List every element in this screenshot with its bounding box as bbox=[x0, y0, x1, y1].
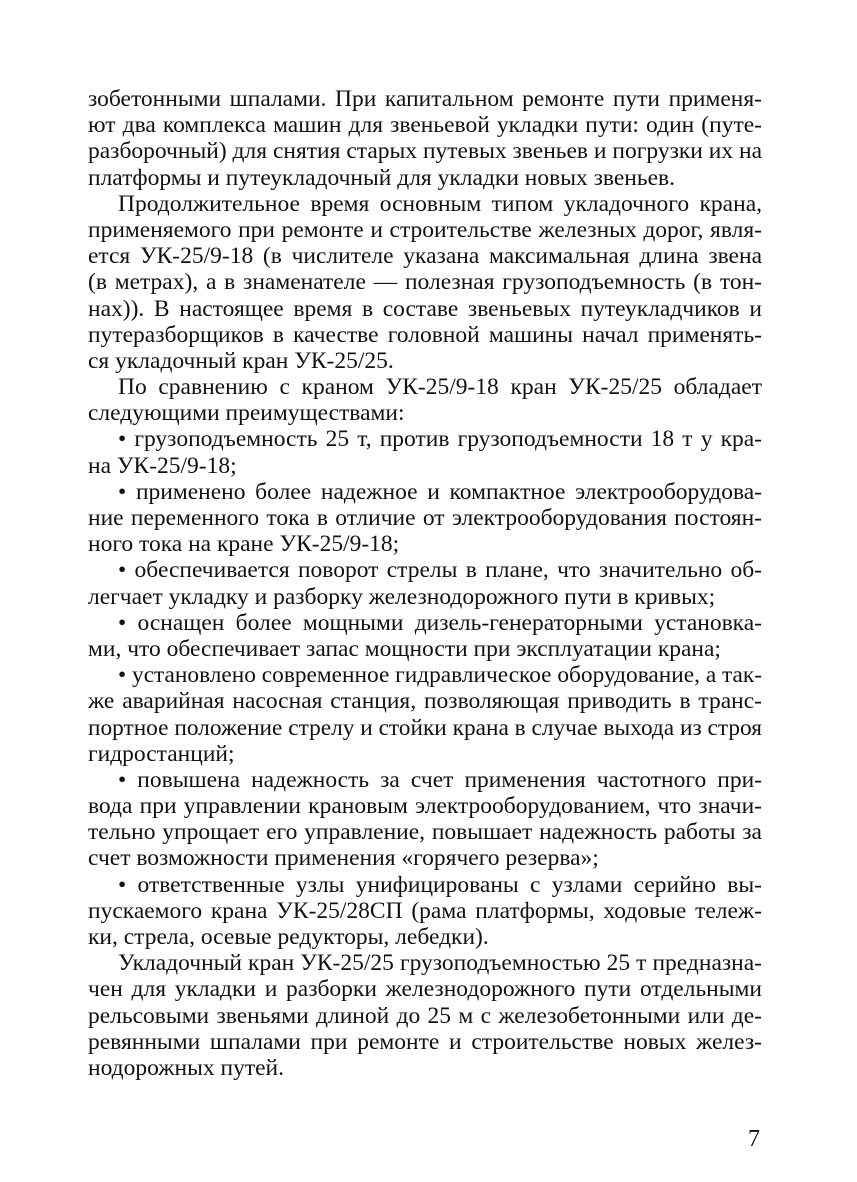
text-line: ется УК-25/9-18 (в числителе указана максимальная длина звена bbox=[88, 243, 762, 270]
text-line: • оснащен более мощными дизель-генераторными установка- bbox=[118, 609, 762, 636]
text-line: зобетонными шпалами. При капитальном ремонте пути применя- bbox=[88, 86, 762, 112]
text-line: ревянными шпалами при ремонте и строительстве новых желез- bbox=[88, 1028, 762, 1055]
text-line: на УК-25/9-18; bbox=[88, 452, 237, 479]
text-line: портное положение стрелу и стойки крана в случае выхода из строя bbox=[88, 714, 762, 741]
text-line: • обеспечивается поворот стрелы в плане, что значительно об- bbox=[118, 557, 762, 584]
text-line: Укладочный кран УК-25/25 грузоподъемностью 25 т предназна- bbox=[118, 950, 762, 977]
text-line: ют два комплекса машин для звеньевой укладки пути: один (путе- bbox=[88, 112, 762, 139]
text-line: • ответственные узлы унифицированы с узлами серийно вы- bbox=[118, 871, 762, 898]
text-line: платформы и путеукладочный для укладки новых звеньев. bbox=[88, 164, 675, 191]
text-line: следующими преимуществами: bbox=[88, 400, 405, 427]
text-line: разборочный) для снятия старых путевых звеньев и погрузки их на bbox=[88, 138, 762, 165]
page-number: 7 bbox=[748, 1126, 760, 1152]
text-line: По сравнению с краном УК-25/9-18 кран УК-25/25 обладает bbox=[118, 374, 762, 401]
text-line: ся укладочный кран УК-25/25. bbox=[88, 347, 394, 374]
text-line: путеразборщиков в качестве головной машины начал применять- bbox=[88, 321, 762, 348]
text-line: Продолжительное время основным типом укладочного крана, bbox=[118, 190, 762, 217]
text-line: же аварийная насосная станция, позволяющая приводить в транс- bbox=[88, 688, 762, 715]
text-line: пускаемого крана УК-25/28СП (рама платформы, ходовые тележ- bbox=[88, 897, 762, 924]
text-line: • грузоподъемность 25 т, против грузоподъемности 18 т у кра- bbox=[118, 426, 762, 453]
text-line: нах)). В настоящее время в составе звеньевых путеукладчиков и bbox=[88, 295, 762, 322]
text-line: ми, что обеспечивает запас мощности при эксплуатации крана; bbox=[88, 635, 721, 662]
text-line: легчает укладку и разборку железнодорожного пути в кривых; bbox=[88, 583, 716, 610]
text-line: ки, стрела, осевые редукторы, лебедки). bbox=[88, 924, 489, 950]
text-line: гидростанций; bbox=[88, 740, 235, 767]
text-line: ние переменного тока в отличие от электрооборудования постоян- bbox=[88, 505, 762, 531]
text-line: применяемого при ремонте и строительстве железных дорог, явля- bbox=[88, 216, 762, 243]
text-line: тельно упрощает его управление, повышает надежность работы за bbox=[88, 819, 762, 846]
text-line: счет возможности применения «горячего резерва»; bbox=[88, 845, 599, 872]
text-line: • применено более надежное и компактное электрооборудова- bbox=[118, 478, 762, 505]
text-line: • установлено современное гидравлическое оборудование, а так- bbox=[118, 662, 762, 689]
text-line: вода при управлении крановым электрооборудованием, что значи- bbox=[88, 793, 762, 820]
text-line: • повышена надежность за счет применения частотного при- bbox=[118, 766, 762, 793]
text-line: нодорожных путей. bbox=[88, 1054, 284, 1081]
text-line: чен для укладки и разборки железнодорожного пути отдельными bbox=[88, 976, 762, 1003]
text-line: ного тока на кране УК-25/9-18; bbox=[88, 531, 400, 558]
body-text bbox=[88, 86, 762, 1081]
text-line: (в метрах), а в знаменателе — полезная грузоподъемность (в тон- bbox=[88, 269, 762, 296]
text-line: рельсовыми звеньями длиной до 25 м с железобетонными или де- bbox=[88, 1002, 762, 1029]
